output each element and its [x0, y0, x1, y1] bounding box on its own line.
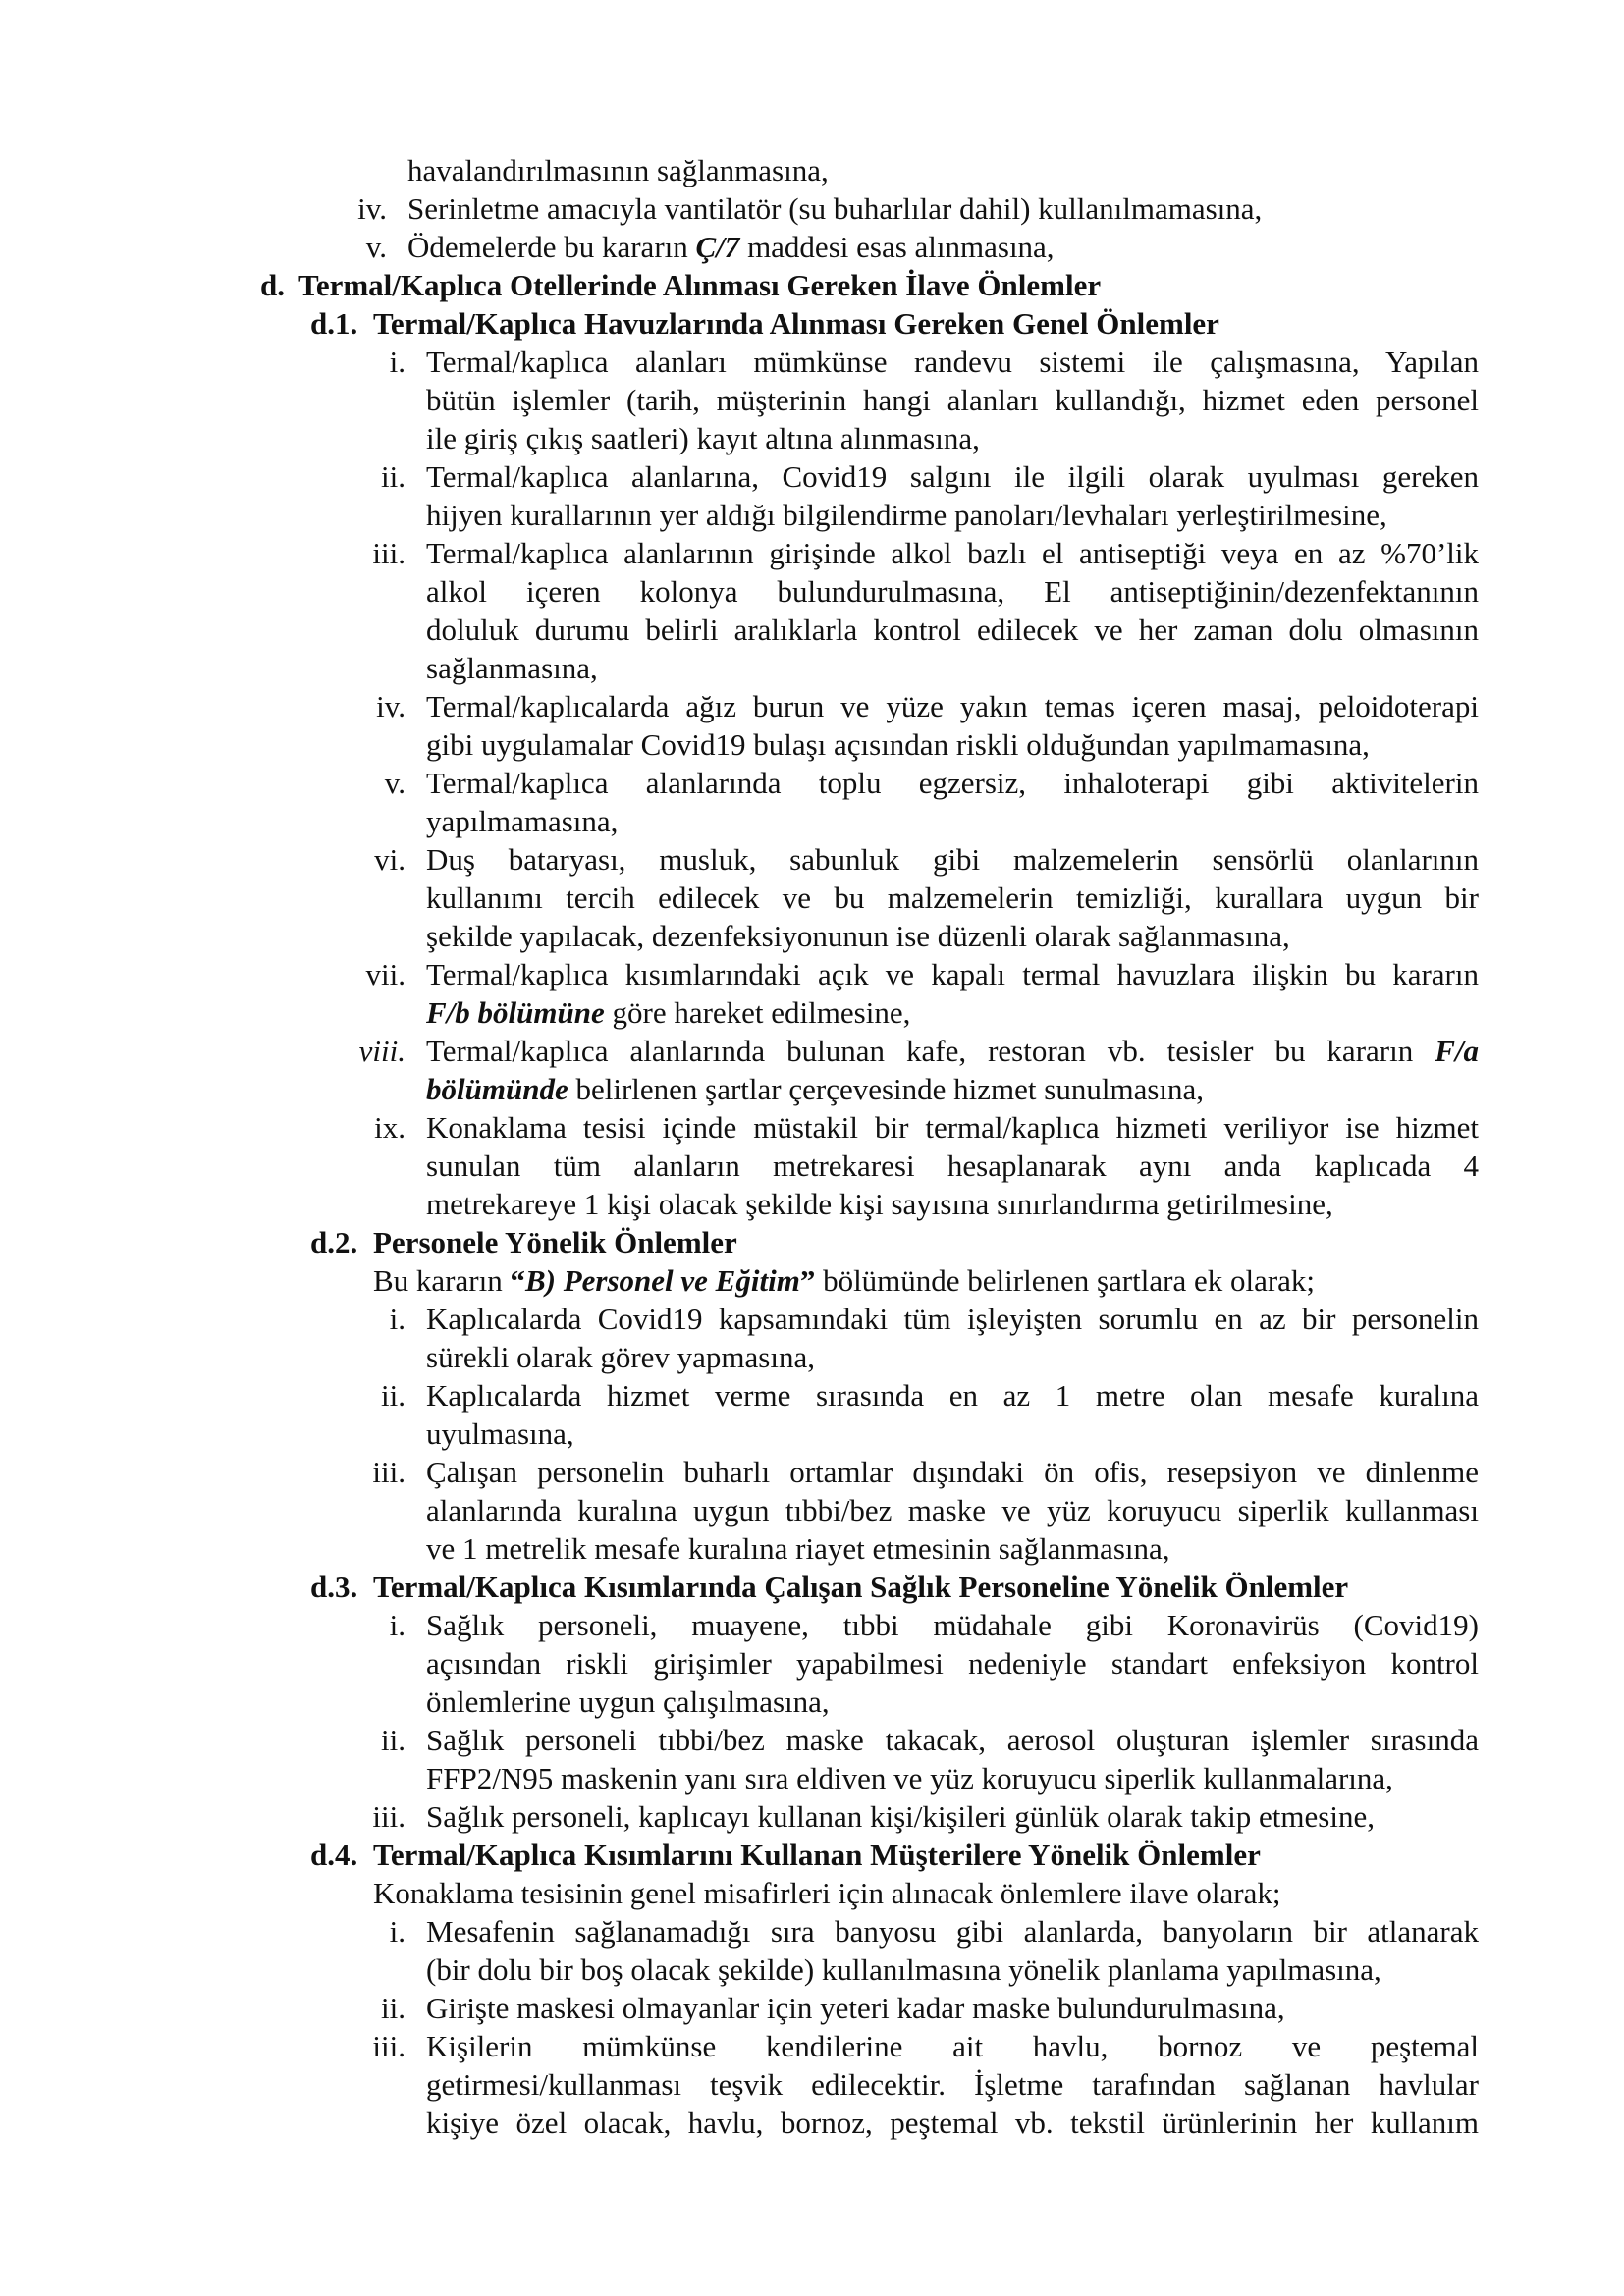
reference-emphasis: bölümünde: [426, 1072, 568, 1106]
list-item-line: doluluk durumu belirli aralıklarla kontrol edilecek ve her zaman dolu olmasının: [426, 613, 1479, 647]
list-item-line: Konaklama tesisi içinde müstakil bir termal/kaplıca hizmeti veriliyor ise hizmet: [426, 1110, 1479, 1145]
list-number: i.: [389, 1914, 406, 1949]
list-item-line: ile giriş çıkış saatleri) kayıt altına alınmasına,: [426, 421, 980, 455]
continued-line: havalandırılmasının sağlanmasına,: [407, 153, 829, 187]
subsection-title: Personele Yönelik Önlemler: [373, 1225, 737, 1259]
list-number: ii.: [381, 1378, 406, 1413]
list-item-line: metrekareye 1 kişi olacak şekilde kişi sayısına sınırlandırma getirilmesine,: [426, 1187, 1333, 1221]
list-number: ix.: [374, 1110, 406, 1145]
list-item-line: Duş bataryası, musluk, sabunluk gibi malzemelerin sensörlü olanlarının: [426, 842, 1479, 877]
list-item-line: kişiye özel olacak, havlu, bornoz, peştemal vb. tekstil ürünlerinin her kullanım: [426, 2106, 1479, 2140]
subsection-label: d.1.: [310, 306, 358, 341]
reference-emphasis: B) Personel ve Eğitim: [524, 1263, 800, 1298]
list-item-line: açısından riskli girişimler yapabilmesi nedeniyle standart enfeksiyon kontrol: [426, 1646, 1479, 1681]
list-item-line: önlemlerine uygun çalışılmasına,: [426, 1684, 830, 1719]
subsection-label: d.3.: [310, 1570, 358, 1604]
list-item-line: Termal/kaplıca alanlarının girişinde alkol bazlı el antiseptiği veya en az %70’lik: [426, 536, 1479, 570]
list-item-line: Çalışan personelin buharlı ortamlar dışındaki ön ofis, resepsiyon ve dinlenme: [426, 1455, 1479, 1489]
subsection-label: d.2.: [310, 1225, 358, 1259]
list-number: viii.: [358, 1034, 406, 1068]
list-item-line: Termal/kaplıcalarda ağız burun ve yüze yakın temas içeren masaj, peloidoterapi: [426, 689, 1479, 723]
list-number: i.: [389, 345, 406, 379]
list-number: iii.: [372, 1455, 406, 1489]
list-item-line: alkol içeren kolonya bulundurulmasına, El antiseptiğinin/dezenfektanının: [426, 574, 1479, 609]
list-item-line: sürekli olarak görev yapmasına,: [426, 1340, 815, 1374]
list-item-line: bölümünde belirlenen şartlar çerçevesinde hizmet sunulmasına,: [426, 1072, 1205, 1106]
list-item-line: hijyen kurallarının yer aldığı bilgilendirme panoları/levhaları yerleştirilmesine,: [426, 498, 1387, 532]
list-number: v.: [384, 766, 406, 800]
list-item-text: Serinletme amacıyla vantilatör (su buharlılar dahil) kullanılmamasına,: [407, 191, 1263, 226]
list-item-line: F/b bölümüne göre hareket edilmesine,: [426, 995, 911, 1030]
list-number: ii.: [381, 1723, 406, 1757]
list-item-line: Mesafenin sağlanamadığı sıra banyosu gibi alanlarda, banyoların bir atlanarak: [426, 1914, 1479, 1949]
list-item-line: alanlarında kuralına uygun tıbbi/bez maske ve yüz koruyucu siperlik kullanması: [426, 1493, 1479, 1527]
list-number: ii.: [381, 459, 406, 494]
list-item-line: Girişte maskesi olmayanlar için yeteri kadar maske bulundurulmasına,: [426, 1991, 1285, 2025]
list-number: iv.: [376, 689, 406, 723]
list-number: iii.: [372, 1799, 406, 1834]
list-item-line: getirmesi/kullanması teşvik edilecektir. İşletme tarafından sağlanan havlular: [426, 2067, 1479, 2102]
subsection-title: Termal/Kaplıca Kısımlarını Kullanan Müşterilere Yönelik Önlemler: [373, 1838, 1261, 1872]
list-number: vi.: [374, 842, 406, 877]
list-number: iv.: [357, 191, 387, 226]
list-item-text: Ödemelerde bu kararın Ç/7 maddesi esas alınmasına,: [407, 230, 1055, 264]
list-number: iii.: [372, 2029, 406, 2063]
list-item-line: uyulmasına,: [426, 1416, 574, 1451]
list-item-line: Sağlık personeli, muayene, tıbbi müdahale gibi Koronavirüs (Covid19): [426, 1608, 1479, 1642]
subsection-title: Termal/Kaplıca Havuzlarında Alınması Gereken Genel Önlemler: [373, 306, 1219, 341]
subsection-label: d.4.: [310, 1838, 358, 1872]
subsection-intro: Konaklama tesisinin genel misafirleri için alınacak önlemlere ilave olarak;: [373, 1876, 1281, 1910]
subsection-intro: Bu kararın “B) Personel ve Eğitim” bölümünde belirlenen şartlara ek olarak;: [373, 1263, 1316, 1298]
reference-emphasis: Ç/7: [695, 230, 740, 264]
list-item-line: kullanımı tercih edilecek ve bu malzemelerin temizliği, kurallara uygun bir: [426, 881, 1479, 915]
list-item-line: Termal/kaplıca alanlarına, Covid19 salgını ile ilgili olarak uyulması gereken: [426, 459, 1479, 494]
list-item-line: Kaplıcalarda hizmet verme sırasında en az 1 metre olan mesafe kuralına: [426, 1378, 1479, 1413]
list-item-line: Termal/kaplıca kısımlarındaki açık ve kapalı termal havuzlara ilişkin bu kararın: [426, 957, 1479, 991]
list-item-line: sağlanmasına,: [426, 651, 598, 685]
list-number: v.: [365, 230, 387, 264]
list-item-line: şekilde yapılacak, dezenfeksiyonunun ise düzenli olarak sağlanmasına,: [426, 919, 1290, 953]
list-item-line: sunulan tüm alanların metrekaresi hesaplanarak aynı anda kaplıcada 4: [426, 1148, 1479, 1183]
section-label: d.: [260, 268, 285, 302]
list-item-line: Kişilerin mümkünse kendilerine ait havlu, bornoz ve peştemal: [426, 2029, 1479, 2063]
section-title: Termal/Kaplıca Otellerinde Alınması Gereken İlave Önlemler: [298, 268, 1102, 302]
reference-emphasis: F/b bölümüne: [426, 995, 605, 1030]
list-item-line: gibi uygulamalar Covid19 bulaşı açısından riskli olduğundan yapılmamasına,: [426, 727, 1370, 762]
reference-emphasis: F/a: [1435, 1034, 1479, 1068]
list-number: iii.: [372, 536, 406, 570]
list-item-line: Termal/kaplıca alanlarında bulunan kafe, restoran vb. tesisler bu kararın F/a: [426, 1034, 1479, 1068]
list-number: i.: [389, 1302, 406, 1336]
list-item-line: bütün işlemler (tarih, müşterinin hangi alanları kullandığı, hizmet eden personel: [426, 383, 1479, 417]
list-item-line: Sağlık personeli tıbbi/bez maske takacak, aerosol oluşturan işlemler sırasında: [426, 1723, 1479, 1757]
list-item-line: FFP2/N95 maskenin yanı sıra eldiven ve yüz koruyucu siperlik kullanmalarına,: [426, 1761, 1393, 1795]
list-item-line: ve 1 metrelik mesafe kuralına riayet etmesinin sağlanmasına,: [426, 1531, 1170, 1566]
list-item-line: Sağlık personeli, kaplıcayı kullanan kişi/kişileri günlük olarak takip etmesine,: [426, 1799, 1375, 1834]
list-item-line: Kaplıcalarda Covid19 kapsamındaki tüm işleyişten sorumlu en az bir personelin: [426, 1302, 1479, 1336]
list-item-line: Termal/kaplıca alanları mümkünse randevu sistemi ile çalışmasına, Yapılan: [426, 345, 1479, 379]
subsection-title: Termal/Kaplıca Kısımlarında Çalışan Sağlık Personeline Yönelik Önlemler: [373, 1570, 1349, 1604]
list-number: ii.: [381, 1991, 406, 2025]
list-item-line: (bir dolu bir boş olacak şekilde) kullanılmasına yönelik planlama yapılmasına,: [426, 1952, 1381, 1987]
list-number: i.: [389, 1608, 406, 1642]
list-item-line: yapılmamasına,: [426, 804, 619, 838]
list-item-line: Termal/kaplıca alanlarında toplu egzersiz, inhaloterapi gibi aktivitelerin: [426, 766, 1479, 800]
list-number: vii.: [365, 957, 406, 991]
